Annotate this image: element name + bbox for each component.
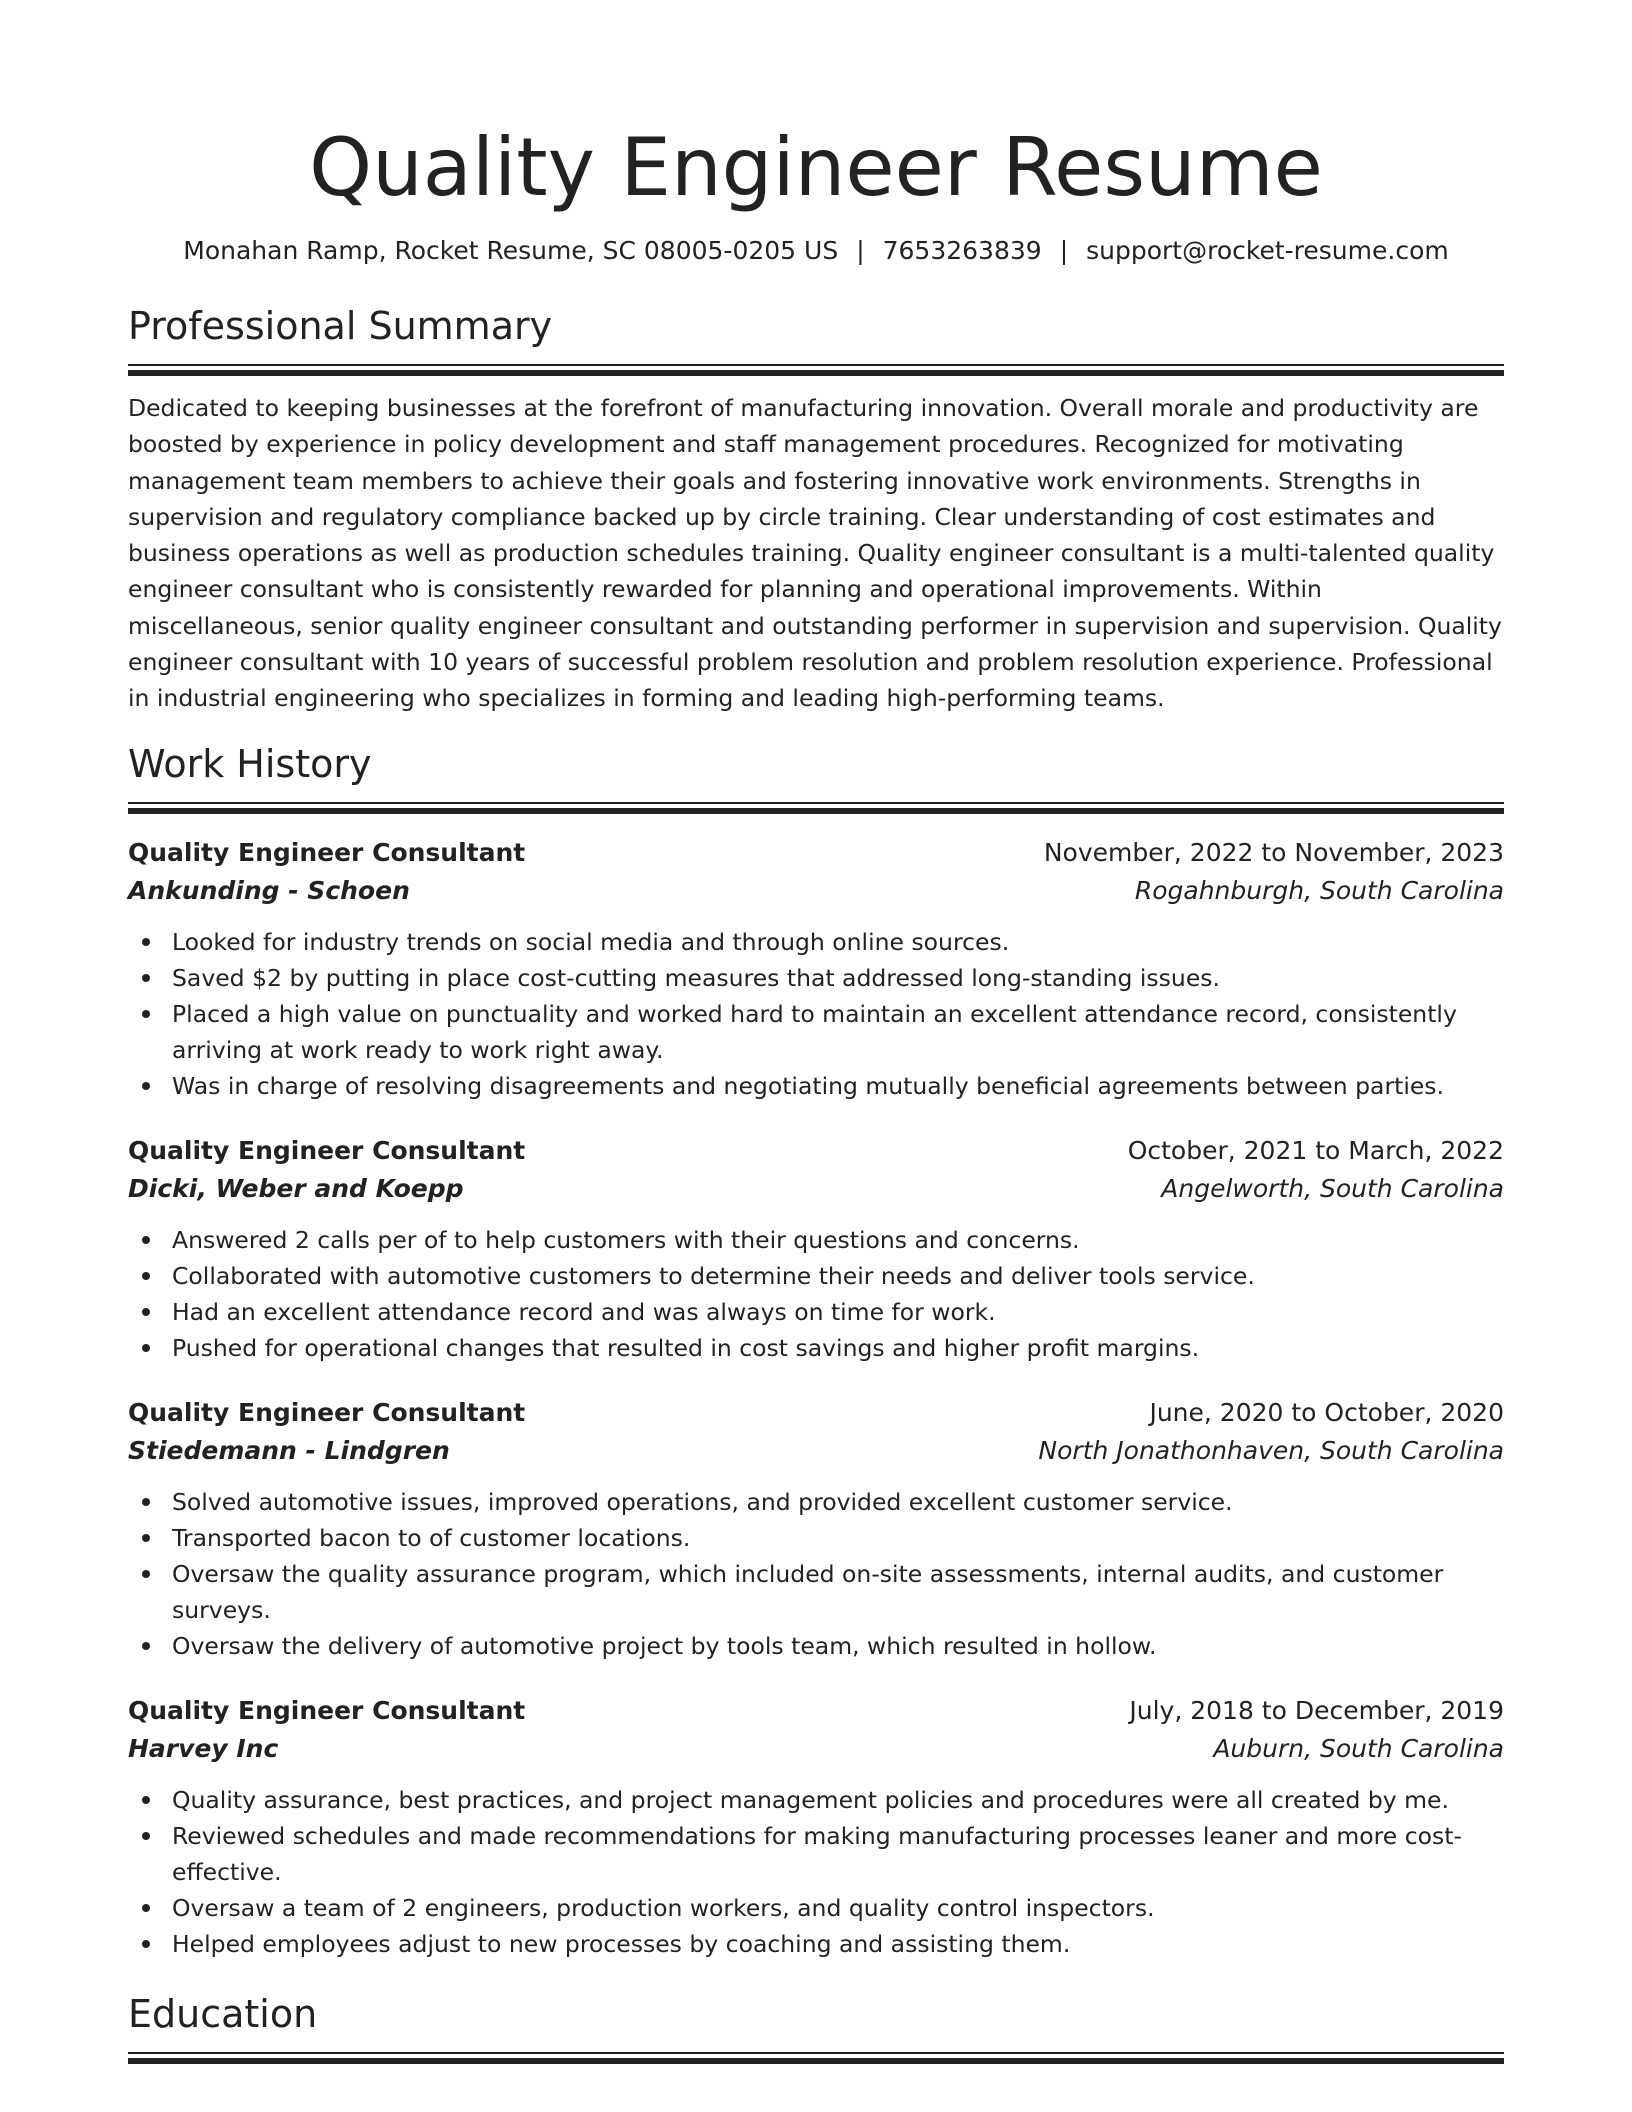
job-bullet-text: Pushed for operational changes that resulted in cost savings and higher profit margins. [172, 1334, 1200, 1363]
job-dates: October, 2021 to March, 2022 [1127, 1136, 1504, 1166]
section-heading-work-history: Work History [128, 742, 372, 787]
job-entry [128, 1132, 1504, 1366]
job-bullet-text: Answered 2 calls per of to help customers with their questions and concerns. [172, 1226, 1080, 1255]
bullet-dot-icon [142, 1570, 150, 1578]
job-bullet-text: Transported bacon to of customer locations. [172, 1524, 691, 1553]
bullet-dot-icon [142, 974, 150, 982]
job-bullet-list [128, 1782, 1504, 1962]
job-bullet [172, 1294, 1504, 1330]
professional-summary-section [128, 302, 1504, 717]
job-bullet-list [128, 924, 1504, 1104]
bullet-dot-icon [142, 1082, 150, 1090]
bullet-dot-icon [142, 1498, 150, 1506]
job-bullet-text: Oversaw the quality assurance program, which included on-site assessments, internal audits, and customer surveys. [172, 1560, 1444, 1625]
job-title: Quality Engineer Consultant [128, 1398, 526, 1428]
bullet-dot-icon [142, 1832, 150, 1840]
resume-page [128, 118, 1504, 2064]
job-bullet-text: Was in charge of resolving disagreements and negotiating mutually beneficial agreements between parties. [172, 1072, 1445, 1101]
job-header-row [128, 1394, 1504, 1432]
bullet-dot-icon [142, 1272, 150, 1280]
job-bullet-text: Helped employees adjust to new processes by coaching and assisting them. [172, 1930, 1071, 1959]
bullet-dot-icon [142, 1534, 150, 1542]
bullet-dot-icon [142, 1642, 150, 1650]
job-bullet [172, 1520, 1504, 1556]
section-heading-education: Education [128, 1992, 318, 2037]
job-bullet [172, 1890, 1504, 1926]
job-title: Quality Engineer Consultant [128, 1136, 526, 1166]
job-entry [128, 1692, 1504, 1962]
job-dates: November, 2022 to November, 2023 [1043, 838, 1504, 868]
job-company: Ankunding - Schoen [128, 876, 410, 906]
job-bullet [172, 1628, 1504, 1664]
resume-title: Quality Engineer Resume [309, 121, 1323, 214]
job-bullet [172, 1258, 1504, 1294]
job-bullet [172, 1222, 1504, 1258]
job-bullet-text: Solved automotive issues, improved operations, and provided excellent customer service. [172, 1488, 1233, 1517]
job-bullet [172, 924, 1504, 960]
job-bullet-list [128, 1484, 1504, 1664]
contact-line [128, 234, 1504, 268]
job-location: Angelworth, South Carolina [1161, 1174, 1504, 1204]
job-bullet [172, 996, 1504, 1068]
education-section [128, 1990, 1504, 2064]
job-header-row [128, 1692, 1504, 1730]
job-dates: June, 2020 to October, 2020 [1149, 1398, 1504, 1428]
job-bullet-text: Oversaw the delivery of automotive project by tools team, which resulted in hollow. [172, 1632, 1157, 1661]
job-bullet-text: Collaborated with automotive customers to determine their needs and deliver tools service. [172, 1262, 1255, 1291]
job-location: North Jonathonhaven, South Carolina [1038, 1436, 1504, 1466]
section-divider [128, 2052, 1504, 2064]
work-history-section [128, 740, 1504, 1962]
bullet-dot-icon [142, 1904, 150, 1912]
job-company-row [128, 1730, 1504, 1768]
job-bullet-list [128, 1222, 1504, 1366]
job-company-row [128, 1170, 1504, 1208]
job-bullet-text: Placed a high value on punctuality and worked hard to maintain an excellent attendance record, consistently arriving at work ready to work right away. [172, 1000, 1457, 1065]
job-bullet [172, 1484, 1504, 1520]
contact-separator: | [856, 236, 865, 265]
bullet-dot-icon [142, 1796, 150, 1804]
job-location: Rogahnburgh, South Carolina [1134, 876, 1504, 906]
bullet-dot-icon [142, 1010, 150, 1018]
job-header-row [128, 1132, 1504, 1170]
job-bullet [172, 1782, 1504, 1818]
section-divider [128, 802, 1504, 814]
job-bullet-text: Quality assurance, best practices, and project management policies and procedures were all created by me. [172, 1786, 1449, 1815]
job-bullet-text: Saved $2 by putting in place cost-cutting measures that addressed long-standing issues. [172, 964, 1220, 993]
job-company: Harvey Inc [128, 1734, 279, 1764]
bullet-dot-icon [142, 1940, 150, 1948]
job-company: Dicki, Weber and Koepp [128, 1174, 464, 1204]
bullet-dot-icon [142, 1236, 150, 1244]
job-bullet-text: Reviewed schedules and made recommendations for making manufacturing processes leaner and more cost-effective. [172, 1822, 1462, 1887]
section-divider [128, 364, 1504, 376]
job-title: Quality Engineer Consultant [128, 838, 526, 868]
job-bullet [172, 1818, 1504, 1890]
contact-separator: | [1059, 236, 1069, 265]
job-bullet [172, 1068, 1504, 1104]
job-bullet [172, 1556, 1504, 1628]
job-dates: July, 2018 to December, 2019 [1129, 1696, 1504, 1726]
bullet-dot-icon [142, 1344, 150, 1352]
job-company-row [128, 872, 1504, 910]
contact-phone: 7653263839 [882, 236, 1042, 265]
job-bullet [172, 1926, 1504, 1962]
job-company: Stiedemann - Lindgren [128, 1436, 450, 1466]
summary-text: Dedicated to keeping businesses at the forefront of manufacturing innovation. Overall morale and productivity are boosted by experience in policy development and staff management procedures. Recognized for motivating management team members to achieve their goals and fostering innovative work environments. Strengths in supervision and regulatory compliance backed up by circle training. Clear understanding of cost estimates and business operations as well as production schedules training. Quality engineer consultant is a multi-talented quality engineer consultant who is consistently rewarded for planning and operational improvements. Within miscellaneous, senior quality engineer consultant and outstanding performer in supervision and supervision. Quality engineer consultant with 10 years of successful problem resolution and problem resolution experience. Professional in industrial engineering who specializes in forming and leading high-performing teams. [128, 394, 1502, 713]
job-company-row [128, 1432, 1504, 1470]
bullet-dot-icon [142, 1308, 150, 1316]
contact-email: support@rocket-resume.com [1086, 236, 1449, 265]
job-title: Quality Engineer Consultant [128, 1696, 526, 1726]
job-bullet-text: Had an excellent attendance record and was always on time for work. [172, 1298, 996, 1327]
job-bullet-text: Oversaw a team of 2 engineers, production workers, and quality control inspectors. [172, 1894, 1155, 1923]
job-location: Auburn, South Carolina [1213, 1734, 1504, 1764]
contact-address: Monahan Ramp, Rocket Resume, SC 08005-0205 US [183, 236, 839, 265]
section-heading-summary: Professional Summary [128, 304, 553, 348]
job-header-row [128, 834, 1504, 872]
job-bullet [172, 960, 1504, 996]
bullet-dot-icon [142, 938, 150, 946]
job-entry [128, 834, 1504, 1104]
job-bullet-text: Looked for industry trends on social media and through online sources. [172, 928, 1010, 957]
job-bullet [172, 1330, 1504, 1366]
job-entry [128, 1394, 1504, 1664]
